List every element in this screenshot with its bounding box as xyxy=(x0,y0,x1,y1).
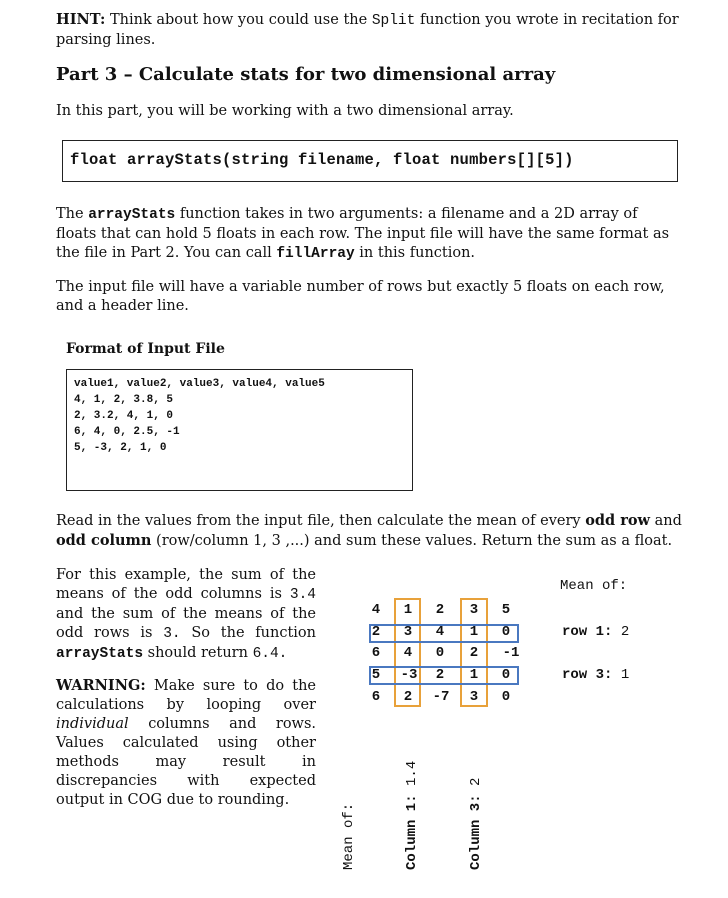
row-3-mean xyxy=(562,667,629,683)
desc-fill-function: fillArray xyxy=(276,246,355,262)
hint-code: Split xyxy=(371,13,416,29)
grid-cell: 4 xyxy=(371,602,381,618)
function-signature: float arrayStats(string filename, float numbers[][5]) xyxy=(70,151,574,169)
example-text-a: For this example, the sum of the means of the odd columns is xyxy=(56,567,316,602)
grid-cell: 0 xyxy=(501,667,511,683)
hint-text-a: Think about how you could use the xyxy=(109,12,368,28)
grid-cell: 4 xyxy=(403,645,413,661)
grid-cell: 5 xyxy=(501,602,511,618)
grid-cell: -3 xyxy=(400,667,418,683)
grid-cell: 6 xyxy=(371,689,381,705)
column-3-mean-value: 2 xyxy=(468,777,484,786)
grid-cell: -1 xyxy=(502,645,520,661)
column-3-mean xyxy=(468,778,484,870)
readin-paragraph xyxy=(56,511,682,551)
desc-text-a: The xyxy=(56,206,84,222)
file-line: 4, 1, 2, 3.8, 5 xyxy=(74,394,174,406)
column-1-mean-label: Column 1: xyxy=(404,794,420,870)
warning-label: WARNING: xyxy=(56,677,146,694)
desc-function-name: arrayStats xyxy=(88,207,176,223)
format-title: Format of Input File xyxy=(66,341,225,357)
grid-cell: 2 xyxy=(435,667,445,683)
example-text-d: should return xyxy=(147,645,248,661)
grid-cell: 4 xyxy=(435,624,445,640)
readin-odd-row: odd row xyxy=(585,512,651,529)
readin-odd-column: odd column xyxy=(56,532,152,549)
warning-individual: individual xyxy=(56,716,129,732)
grid-cell: 2 xyxy=(435,602,445,618)
grid-cell: 6 xyxy=(371,645,381,661)
example-paragraph xyxy=(56,566,316,664)
readin-and: and xyxy=(654,513,682,529)
grid-cell: 2 xyxy=(403,689,413,705)
warning-text-b: columns and rows. Values calculated using other methods may result in discrepancies with expected output in COG due to rounding. xyxy=(56,716,317,808)
grid-cell: 0 xyxy=(501,624,511,640)
description-paragraph xyxy=(56,205,682,264)
part-title: Part 3 – Calculate stats for two dimensional array xyxy=(56,64,556,85)
grid-cell: 3 xyxy=(403,624,413,640)
grid-cell: 2 xyxy=(469,645,479,661)
hint-label: HINT: xyxy=(56,11,106,28)
row-3-mean-value: 1 xyxy=(620,667,630,683)
grid-cell: 1 xyxy=(403,602,413,618)
grid-cell: 1 xyxy=(469,667,479,683)
grid-cell: 1 xyxy=(469,624,479,640)
row-1-mean-value: 2 xyxy=(620,624,630,640)
file-line: 6, 4, 0, 2.5, -1 xyxy=(74,426,180,438)
readin-text-a: Read in the values from the input file, then calculate the mean of every xyxy=(56,513,581,529)
column-1-mean-value: 1.4 xyxy=(404,760,420,786)
grid-cell: 0 xyxy=(501,689,511,705)
desc-text-c: in this function. xyxy=(359,245,476,261)
file-header-line: value1, value2, value3, value4, value5 xyxy=(74,378,325,390)
file-line: 5, -3, 2, 1, 0 xyxy=(74,442,167,454)
warning-paragraph xyxy=(56,676,316,810)
example-text-b: and the sum of the means of the odd rows is xyxy=(56,606,316,641)
file-line: 2, 3.2, 4, 1, 0 xyxy=(74,410,174,422)
example-function-name: arrayStats xyxy=(56,646,144,662)
grid-cell: 0 xyxy=(435,645,445,661)
example-row-sum: 3. xyxy=(163,626,181,642)
hint-text-b: function you wrote in recitation for parsing lines. xyxy=(56,12,679,48)
example-text-c: So the function xyxy=(191,625,316,641)
column-3-mean-label: Column 3: xyxy=(468,794,484,870)
example-col-sum: 3.4 xyxy=(289,587,317,603)
desc-text-b: function takes in two arguments: a filename and a 2D array of floats that can hold 5 floats in each row. The input file will have the same format as the file in Part 2. You can call xyxy=(56,206,670,261)
column-1-mean xyxy=(404,761,420,870)
column-mean-heading: Mean of: xyxy=(341,802,357,870)
input-file-description: The input file will have a variable number of rows but exactly 5 floats on each row, and a header line. xyxy=(56,279,665,314)
grid-cell: -7 xyxy=(432,689,450,705)
example-return-value: 6.4. xyxy=(252,646,288,662)
row-1-mean xyxy=(562,624,629,640)
grid-cell: 3 xyxy=(469,602,479,618)
warning-text-a: Make sure to do the calculations by looping over xyxy=(56,678,316,713)
row-mean-heading: Mean of: xyxy=(560,578,628,594)
grid-cell: 5 xyxy=(371,667,381,683)
row-1-mean-label: row 1: xyxy=(562,624,613,640)
grid-cell: 2 xyxy=(371,624,381,640)
row-3-mean-label: row 3: xyxy=(562,667,613,683)
grid-cell: 3 xyxy=(469,689,479,705)
readin-text-b: (row/column 1, 3 ,...) and sum these values. Return the sum as a float. xyxy=(156,533,673,549)
intro-text: In this part, you will be working with a two dimensional array. xyxy=(56,103,514,119)
hint-paragraph xyxy=(56,10,682,50)
